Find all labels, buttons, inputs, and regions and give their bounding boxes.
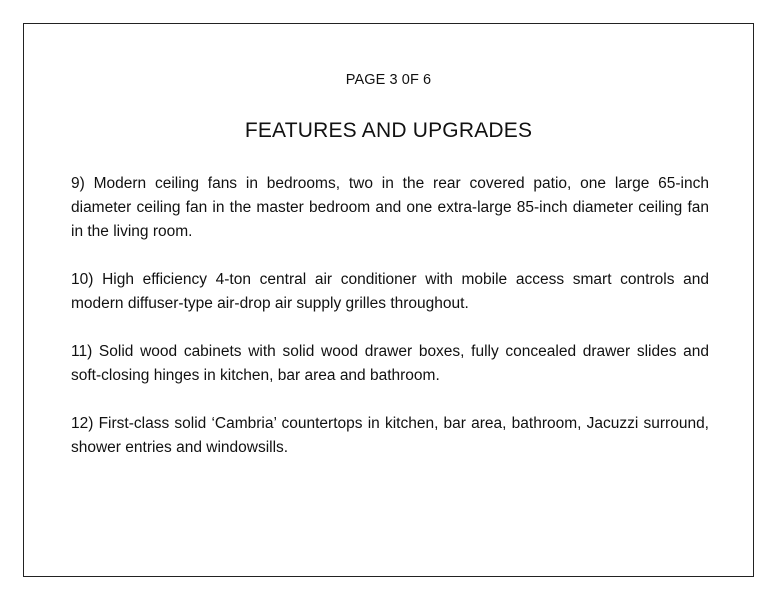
- document-page: [23, 23, 754, 577]
- feature-item-10: 10) High efficiency 4-ton central air conditioner with mobile access smart controls and modern diffuser-type air-drop air supply grilles throughout.: [71, 271, 709, 312]
- feature-list: [71, 172, 709, 484]
- page-title: FEATURES AND UPGRADES: [244, 119, 533, 142]
- feature-item-11: 11) Solid wood cabinets with solid wood drawer boxes, fully concealed drawer slides and soft-closing hinges in kitchen, bar area and bathroom.: [71, 343, 709, 384]
- page-indicator: PAGE 3 0F 6: [345, 72, 432, 88]
- feature-item-9: 9) Modern ceiling fans in bedrooms, two in the rear covered patio, one large 65-inch diameter ceiling fan in the master bedroom and one extra-large 85-inch diameter ceiling fan in the living room.: [71, 175, 709, 240]
- feature-item-12: 12) First-class solid ‘Cambria’ countertops in kitchen, bar area, bathroom, Jacuzzi surround, shower entries and windowsills.: [71, 415, 709, 456]
